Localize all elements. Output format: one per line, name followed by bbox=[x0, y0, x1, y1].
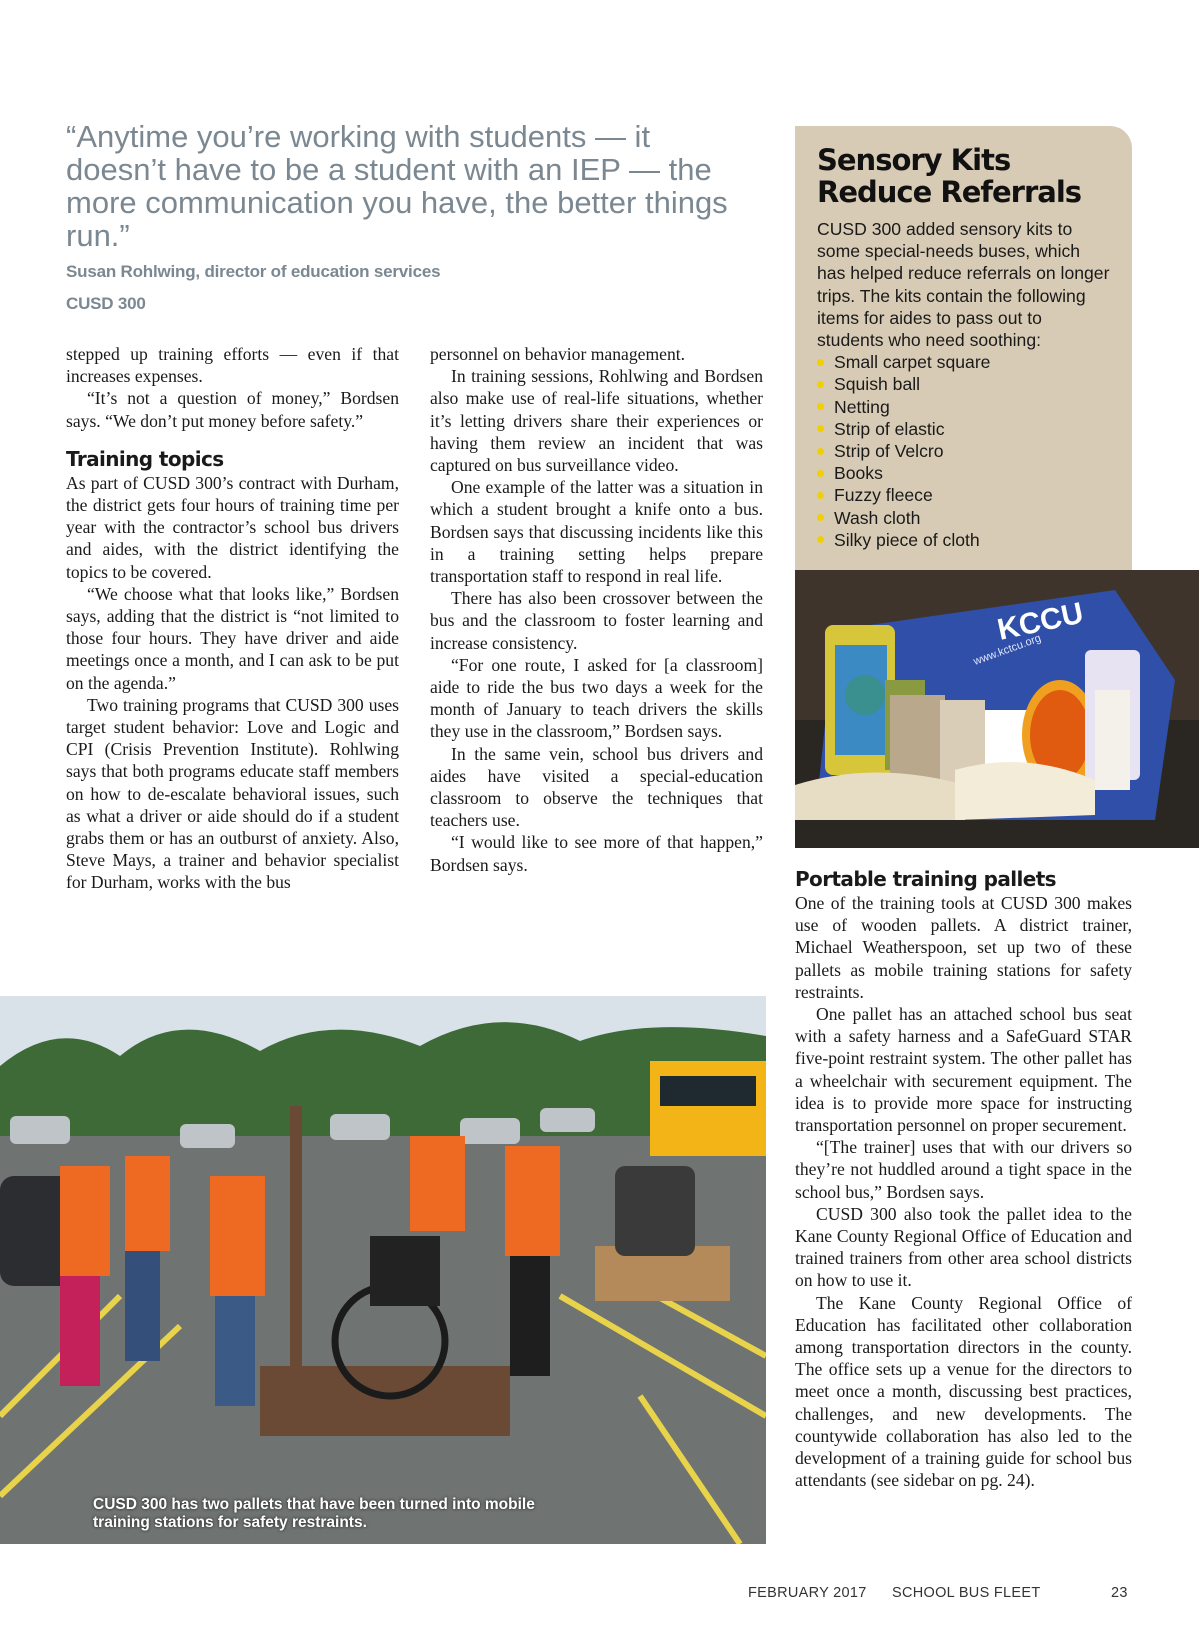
paragraph: “For one route, I asked for [a classroom] aide to ride the bus two days a week for the month of January to teach drivers the skills they use in the classroom,” Bordsen says. bbox=[430, 654, 763, 742]
list-item bbox=[817, 351, 1112, 373]
sidebar-intro: CUSD 300 added sensory kits to some special-needs buses, which has helped reduce referrals on longer trips. The kits contain the following items for aides to pass out to students who need soothing: bbox=[817, 219, 1110, 351]
pull-quote: “Anytime you’re working with students — it doesn’t have to be a student with an IEP — the more communication you have, the better things run.” bbox=[66, 119, 728, 253]
footer-publication: SCHOOL BUS FLEET bbox=[892, 1585, 1041, 1601]
article-column-2 bbox=[430, 343, 763, 876]
list-item bbox=[817, 462, 1112, 484]
list-item bbox=[817, 484, 1112, 506]
bullet-icon bbox=[817, 514, 824, 521]
paragraph: “It’s not a question of money,” Bordsen says. “We don’t put money before safety.” bbox=[66, 388, 399, 431]
sensory-kit-photo bbox=[795, 570, 1199, 848]
article-column-1 bbox=[66, 343, 399, 894]
paragraph: CUSD 300 also took the pallet idea to the Kane County Regional Office of Education and trained trainers from other area school districts on how to use it. bbox=[795, 1203, 1132, 1291]
paragraph: There has also been crossover between the bus and the classroom to foster learning and increase consistency. bbox=[430, 588, 763, 653]
section-heading-portable-training-pallets: Portable training pallets bbox=[795, 867, 1056, 891]
sidebar-title-line-2: Reduce Referrals bbox=[817, 175, 1082, 209]
photo-caption: CUSD 300 has two pallets that have been turned into mobile training stations for safety restraints. bbox=[93, 1496, 535, 1531]
pull-quote-organization: CUSD 300 bbox=[66, 294, 146, 313]
paragraph: stepped up training efforts — even if that increases expenses. bbox=[66, 344, 399, 387]
list-item bbox=[817, 373, 1112, 395]
bullet-icon bbox=[817, 492, 824, 499]
bullet-icon bbox=[817, 536, 824, 543]
paragraph: In the same vein, school bus drivers and aides have visited a special-education classroom to observe the techniques that teachers use. bbox=[430, 743, 763, 831]
sidebar-title bbox=[817, 144, 1112, 208]
paragraph: One pallet has an attached school bus seat with a safety harness and a SafeGuard STAR five-point restraint system. The other pallet has a wheelchair with securement equipment. The idea is to provide more space for instructing transportation personnel on proper securement. bbox=[795, 1004, 1132, 1136]
paragraph: personnel on behavior management. bbox=[430, 344, 686, 364]
pull-quote-attribution: Susan Rohlwing, director of education services bbox=[66, 262, 441, 281]
list-item-label: Silky piece of cloth bbox=[834, 529, 980, 550]
page-number: 23 bbox=[1111, 1585, 1128, 1601]
footer-date: FEBRUARY 2017 bbox=[748, 1585, 867, 1601]
bullet-icon bbox=[817, 381, 824, 388]
paragraph: Two training programs that CUSD 300 uses target student behavior: Love and Logic and CPI (Crisis Prevention Institute). Rohlwing says that both programs educate staff members on how to de-escalate behavioral issues, such as what a driver or aide should do if a student grabs them or has an outburst of anxiety. Also, Steve Mays, a trainer and behavior specialist for Durham, works with the bus bbox=[66, 694, 399, 893]
bullet-icon bbox=[817, 448, 824, 455]
list-item bbox=[817, 418, 1112, 440]
paragraph: “I would like to see more of that happen,” Bordsen says. bbox=[430, 832, 763, 875]
list-item-label: Books bbox=[834, 463, 883, 484]
paragraph: “We choose what that looks like,” Bordsen says, adding that the district is “not limited to those four hours. They have driver and aide meetings once a month, and I can ask to be put on the agenda.” bbox=[66, 583, 399, 693]
training-pallets-illustration bbox=[0, 996, 766, 1544]
list-item bbox=[817, 440, 1112, 462]
paragraph: “[The trainer] uses that with our drivers so they’re not huddled around a tight space in the school bus,” Bordsen says. bbox=[795, 1137, 1132, 1202]
paragraph: The Kane County Regional Office of Education has facilitated other collaboration among transportation directors in the county. The office sets up a venue for the directors to meet once a month, discussing best practices, challenges, and new developments. The countywide collaboration has also led to the development of a training guide for school bus attendants (see sidebar on pg. 24). bbox=[795, 1292, 1132, 1491]
list-item-label: Squish ball bbox=[834, 374, 921, 395]
bag-logo-text: KCCU bbox=[994, 596, 1087, 647]
list-item bbox=[817, 507, 1112, 529]
paragraph: One example of the latter was a situation in which a student brought a knife onto a bus. Bordsen says that discussing incidents like this in a training setting helps prepare transportation staff to respond in real life. bbox=[430, 477, 763, 587]
paragraph: One of the training tools at CUSD 300 makes use of wooden pallets. A district trainer, Michael Weatherspoon, set up two of these pallets as mobile training stations for safety restraints. bbox=[795, 893, 1132, 1002]
sensory-kit-illustration bbox=[795, 570, 1199, 848]
section-heading-training-topics: Training topics bbox=[66, 446, 224, 471]
paragraph: As part of CUSD 300’s contract with Durham, the district gets four hours of training time per year with the contractor’s school bus drivers and aides, with the district identifying the topics to be covered. bbox=[66, 472, 399, 582]
list-item-label: Wash cloth bbox=[834, 507, 921, 528]
paragraph: In training sessions, Rohlwing and Bordsen also make use of real-life situations, whether it’s letting drivers share their experiences or having them review an incident that was captured on bus surveillance video. bbox=[430, 366, 763, 476]
bullet-icon bbox=[817, 425, 824, 432]
bullet-icon bbox=[817, 359, 824, 366]
list-item-label: Strip of Velcro bbox=[834, 441, 944, 462]
list-item-label: Strip of elastic bbox=[834, 418, 945, 439]
training-pallets-photo bbox=[0, 996, 766, 1544]
bullet-icon bbox=[817, 403, 824, 410]
list-item-label: Small carpet square bbox=[834, 352, 991, 373]
list-item-label: Fuzzy fleece bbox=[834, 485, 933, 506]
article-column-3 bbox=[795, 866, 1132, 1491]
sidebar-sensory-kits bbox=[795, 126, 1132, 570]
list-item-label: Netting bbox=[834, 396, 890, 417]
bag-url-text: www.kctcu.org bbox=[971, 632, 1043, 668]
list-item bbox=[817, 529, 1112, 551]
list-item bbox=[817, 396, 1112, 418]
sidebar-title-line-1: Sensory Kits bbox=[817, 143, 1011, 177]
sensory-kit-list bbox=[817, 351, 1112, 551]
bullet-icon bbox=[817, 470, 824, 477]
